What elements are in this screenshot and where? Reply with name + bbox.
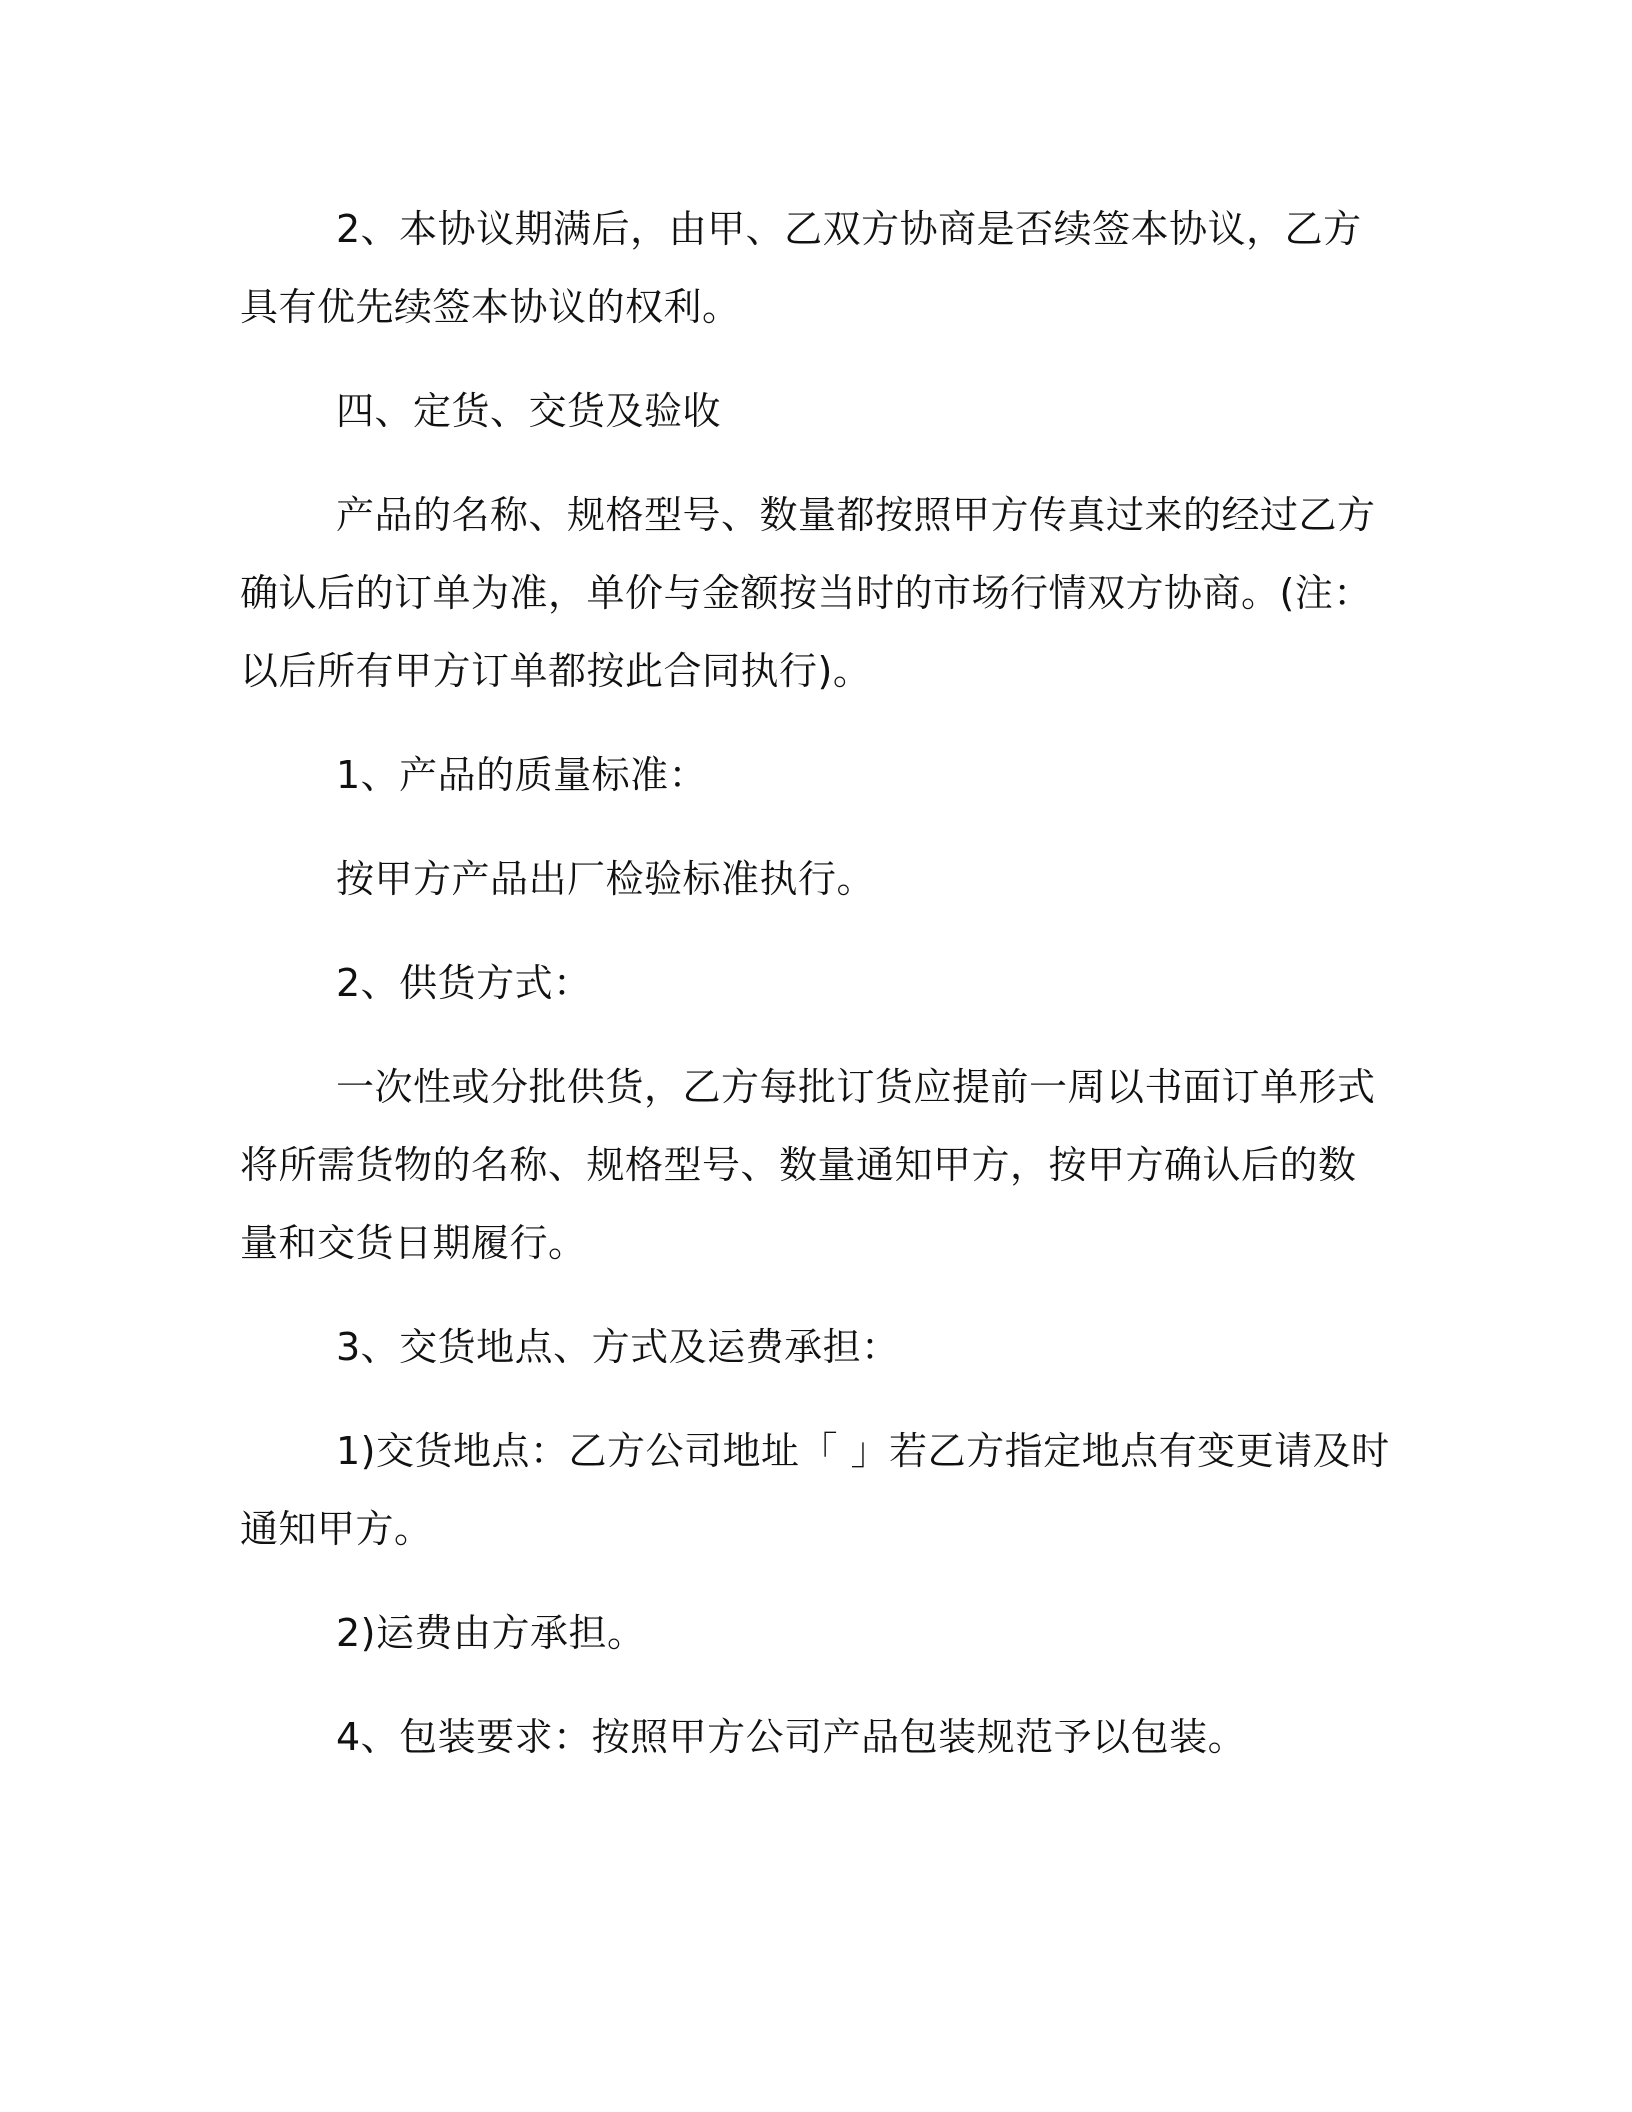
section-heading-ordering-delivery: 四、定货、交货及验收 — [336, 389, 722, 433]
paragraph-quality-standard: 按甲方产品出厂检验标准执行。 — [336, 857, 876, 901]
document-body — [240, 190, 1392, 1802]
paragraph-order-basis: 产品的名称、规格型号、数量都按照甲方传真过来的经过乙方确认后的订单为准，单价与金额按当时的市场行情双方协商。(注：以后所有甲方订单都按此合同执行)。 — [240, 493, 1376, 693]
paragraph-freight: 2)运费由方承担。 — [336, 1611, 646, 1655]
paragraph-renewal-clause: 2、本协议期满后，由甲、乙双方协商是否续签本协议，乙方具有优先续签本协议的权利。 — [240, 207, 1362, 329]
paragraph-delivery-location: 1)交货地点：乙方公司地址「 」若乙方指定地点有变更请及时通知甲方。 — [240, 1429, 1390, 1551]
paragraph-packaging: 4、包装要求：按照甲方公司产品包装规范予以包装。 — [336, 1715, 1247, 1759]
paragraph-supply-method: 一次性或分批供货，乙方每批订货应提前一周以书面订单形式将所需货物的名称、规格型号、数量通知甲方，按甲方确认后的数量和交货日期履行。 — [240, 1065, 1376, 1265]
subheading-supply-method: 2、供货方式： — [336, 961, 592, 1005]
subheading-delivery-location: 3、交货地点、方式及运费承担： — [336, 1325, 900, 1369]
subheading-quality-standard: 1、产品的质量标准： — [336, 753, 708, 797]
